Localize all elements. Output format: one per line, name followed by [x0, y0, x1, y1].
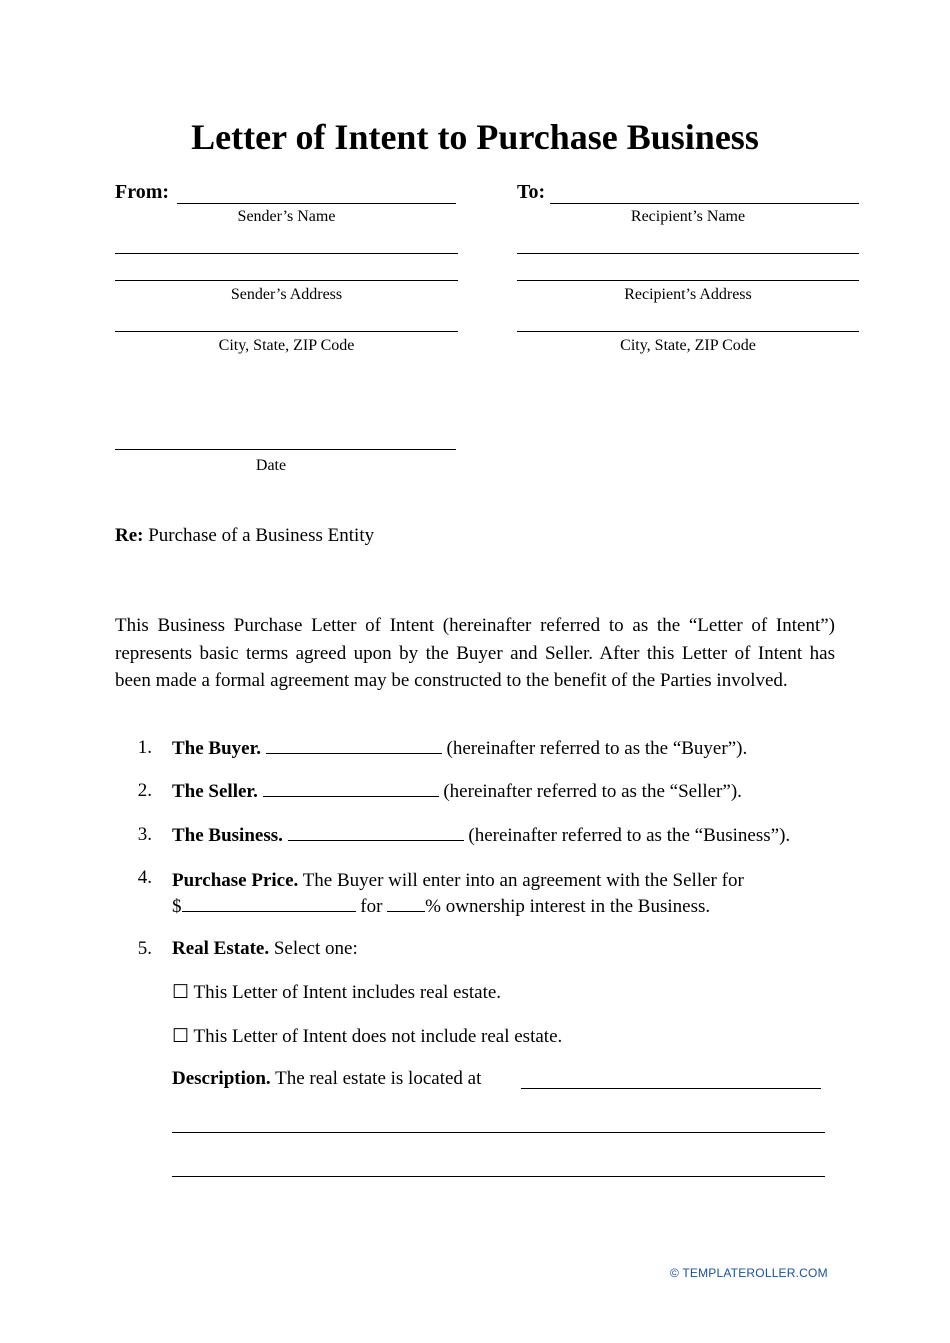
real-estate-location-line-3[interactable]	[172, 1176, 825, 1177]
item-3	[172, 824, 790, 847]
item-4-line-2	[172, 895, 710, 918]
intro-paragraph: This Business Purchase Letter of Intent (hereinafter referred to as the “Letter of Intent”) represents basic terms agreed upon by the Buyer and Seller. After this Letter of Intent has been made a formal agreement may be constructed to the benefit of the Parties involved.	[115, 615, 835, 691]
real-estate-location-line-2[interactable]	[172, 1132, 825, 1133]
description-text: The real estate is located at	[275, 1068, 482, 1089]
sender-address-line-1[interactable]	[115, 253, 458, 254]
checkbox-excludes[interactable]: ☐	[172, 1026, 190, 1047]
item-4-text: The Buyer will enter into an agreement with the Seller for	[302, 870, 744, 891]
item-1-label: The Buyer.	[172, 738, 262, 759]
description-line	[172, 1068, 481, 1090]
footer-copyright[interactable]: © TEMPLATEROLLER.COM	[670, 1266, 828, 1280]
recipient-name-line[interactable]	[550, 203, 859, 204]
document-title: Letter of Intent to Purchase Business	[191, 117, 759, 157]
item-2-number: 2.	[137, 780, 152, 801]
item-2-label: The Seller.	[172, 781, 258, 802]
item-5-label: Real Estate.	[172, 938, 270, 959]
recipient-address-line-2[interactable]	[517, 280, 859, 281]
item-4	[172, 867, 834, 895]
re-line	[115, 525, 374, 547]
recipient-address-line-1[interactable]	[517, 253, 859, 254]
date-caption: Date	[255, 457, 287, 474]
item-5-text: Select one:	[273, 938, 358, 959]
item-4-number: 4.	[137, 867, 152, 888]
re-text: Purchase of a Business Entity	[148, 525, 375, 546]
option-excludes-real-estate[interactable]	[172, 1025, 562, 1048]
checkbox-includes[interactable]: ☐	[172, 982, 190, 1003]
sender-address-caption: Sender’s Address	[230, 286, 343, 303]
recipient-address-caption: Recipient’s Address	[624, 286, 752, 303]
item-2-text: (hereinafter referred to as the “Seller”).	[443, 781, 742, 802]
recipient-city-line[interactable]	[517, 331, 859, 332]
description-label: Description.	[172, 1068, 271, 1089]
sender-name-caption: Sender’s Name	[237, 208, 336, 225]
from-label: From:	[115, 181, 170, 203]
item-3-number: 3.	[137, 824, 152, 845]
sender-address-line-2[interactable]	[115, 280, 458, 281]
real-estate-location-field[interactable]	[521, 1088, 821, 1089]
for-word: for	[360, 896, 383, 917]
sender-city-line[interactable]	[115, 331, 458, 332]
recipient-city-caption: City, State, ZIP Code	[620, 337, 756, 354]
dollar-sign: $	[172, 896, 182, 917]
recipient-name-caption: Recipient’s Name	[630, 208, 746, 225]
buyer-name-field[interactable]	[266, 737, 442, 754]
item-1-number: 1.	[137, 737, 152, 758]
ownership-text: % ownership interest in the Business.	[425, 896, 711, 917]
sender-name-line[interactable]	[177, 203, 456, 204]
ownership-percent-field[interactable]	[387, 895, 425, 912]
option-excludes-text: This Letter of Intent does not include real estate.	[193, 1026, 563, 1047]
business-name-field[interactable]	[288, 824, 464, 841]
item-4-label: Purchase Price.	[172, 870, 299, 891]
item-5	[172, 938, 358, 960]
item-5-number: 5.	[137, 938, 152, 959]
sender-city-caption: City, State, ZIP Code	[218, 337, 355, 354]
date-line[interactable]	[115, 449, 456, 450]
option-includes-text: This Letter of Intent includes real estate.	[193, 982, 502, 1003]
item-3-text: (hereinafter referred to as the “Business”).	[468, 825, 791, 846]
to-label: To:	[517, 181, 546, 203]
re-label: Re:	[115, 525, 144, 546]
item-3-label: The Business.	[172, 825, 283, 846]
item-1-text: (hereinafter referred to as the “Buyer”).	[446, 738, 748, 759]
seller-name-field[interactable]	[263, 780, 439, 797]
item-1	[172, 737, 747, 760]
item-2	[172, 780, 742, 803]
purchase-price-field[interactable]	[182, 895, 356, 912]
option-includes-real-estate[interactable]	[172, 981, 501, 1004]
